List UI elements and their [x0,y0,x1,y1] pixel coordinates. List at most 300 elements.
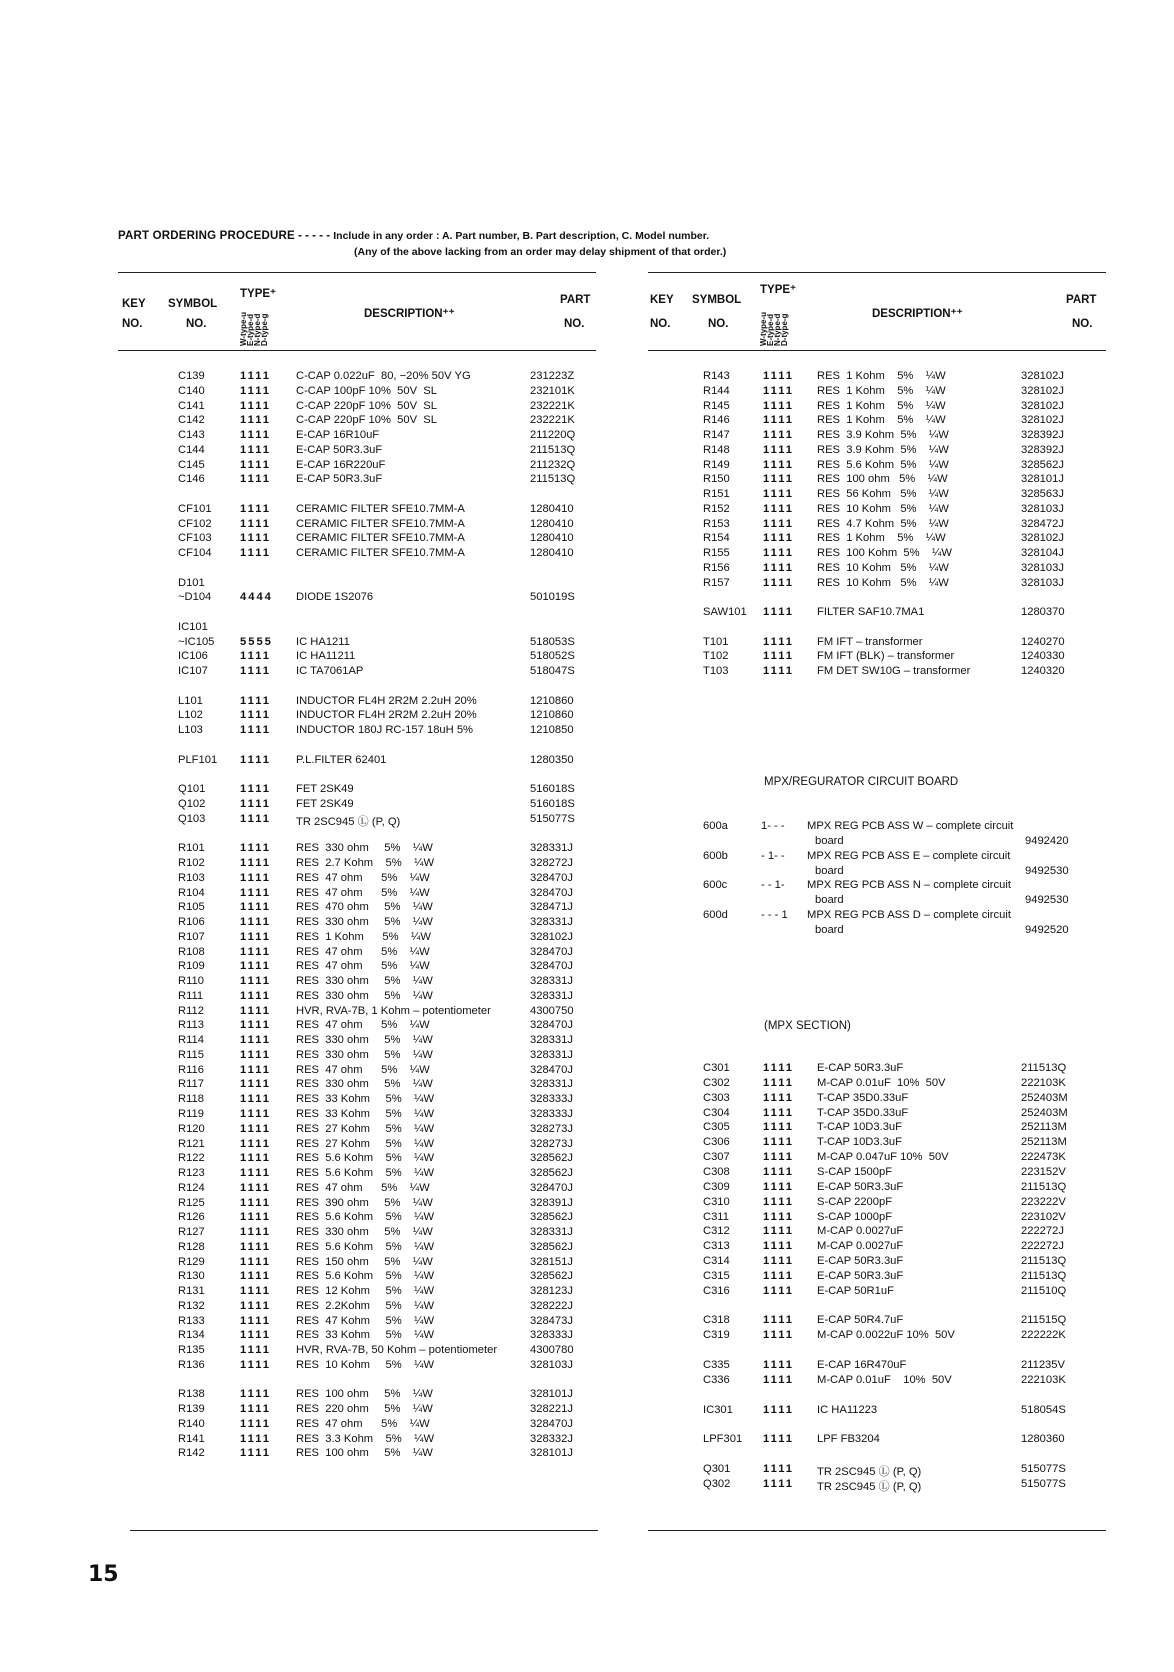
part-number-cell: 328123J [530,1285,573,1298]
description-cell: RES 1 Kohm 5% ¼W [817,384,946,397]
table-row [178,1344,598,1359]
description-cell: RES 47 ohm 5% ¼W [296,886,430,899]
symbol-cell: C309 [703,1180,730,1193]
table-row [703,488,1108,503]
part-number-cell: 211232Q [530,458,576,471]
symbol-cell: R142 [178,1447,205,1460]
symbol-cell: C303 [703,1091,730,1104]
description-cell: E-CAP 50R4.7uF [817,1314,904,1327]
type-cell: 1111 [763,1076,795,1089]
part-number-cell: 211513Q [530,473,576,486]
type-cell: 1111 [763,1195,795,1208]
description-cell: FM DET SW10G – transformer [817,665,971,678]
table-row [703,1404,1108,1419]
symbol-cell: C145 [178,458,205,471]
description-cell: RES 33 Kohm 5% ¼W [296,1093,435,1106]
part-number-cell: 4300750 [530,1004,574,1017]
description-cell: RES 27 Kohm 5% ¼W [296,1137,435,1150]
type-cell: 1111 [763,1359,795,1371]
type-sub-w: W-type-u [239,311,248,346]
table-row [178,960,598,975]
description-cell: RES 330 ohm 5% ¼W [296,1034,433,1047]
description-cell: RES 3.3 Kohm 5% ¼W [296,1432,435,1445]
part-number-cell: 328273J [530,1122,573,1135]
description-cell: E-CAP 50R3.3uF [817,1255,904,1268]
type-sub-e: E-type-d [246,314,255,346]
description-cell: RES 100 ohm 5% ¼W [817,473,948,486]
part-number-cell: 328104J [1021,547,1064,560]
description-cell: RES 220 ohm 5% ¼W [296,1403,433,1416]
description-cell: RES 10 Kohm 5% ¼W [817,502,949,515]
symbol-cell: C304 [703,1106,730,1119]
description-cell: T-CAP 10D3.3uF [817,1121,902,1134]
type-cell: 1111 [240,886,272,899]
description-cell: FILTER SAF10.7MA1 [817,606,925,619]
type-cell: 1- - - [761,820,785,832]
table-row [703,1121,1108,1136]
table-row [178,1064,598,1079]
symbol-cell: L103 [178,724,203,737]
table-row [703,1255,1108,1270]
symbol-cell: R103 [178,871,205,884]
right-symbol-no-label: NO. [708,318,729,330]
type-cell: 1111 [240,975,272,988]
type-cell: 1111 [240,1108,272,1120]
part-number-cell: 222222K [1021,1329,1066,1342]
description-cell: RES 330 ohm 5% ¼W [296,1226,433,1239]
type-cell: 1111 [763,443,795,456]
description-cell: C-CAP 100pF 10% 50V SL [296,384,437,397]
symbol-cell: IC106 [178,650,208,663]
symbol-cell: IC301 [703,1403,733,1416]
description-cell: RES 56 Kohm 5% ¼W [817,488,949,501]
right-description-label: DESCRIPTION⁺⁺ [872,308,963,320]
type-cell: - 1- - [761,849,785,862]
symbol-cell: Q101 [178,783,206,796]
table-row [703,909,1108,939]
type-cell: 1111 [240,1358,272,1371]
type-cell: 1111 [763,1477,795,1490]
part-number-cell: 9492420 [1025,835,1069,847]
type-cell: 1111 [240,1167,272,1180]
symbol-cell: R126 [178,1211,205,1224]
table-row [178,1138,598,1153]
table-row [178,444,598,459]
symbol-cell: C301 [703,1062,730,1074]
type-cell: 1111 [240,798,272,811]
type-cell: 1111 [240,1034,272,1047]
part-number-cell: 222473K [1021,1151,1066,1164]
part-number-cell: 328471J [530,901,573,914]
type-cell: 1111 [240,1255,272,1268]
part-number-cell: 222103K [1021,1076,1066,1089]
symbol-cell: IC101 [178,620,208,633]
part-number-cell: 223222V [1021,1195,1066,1208]
type-cell: 1111 [240,1226,272,1239]
type-cell: 1111 [763,1165,795,1178]
table-row [178,946,598,961]
symbol-cell: C336 [703,1373,730,1386]
description-cell: INDUCTOR FL4H 2R2M 2.2uH 20% [296,694,477,707]
table-row [703,1478,1108,1493]
type-cell: 1111 [240,429,272,442]
table-row [178,414,598,429]
table-row [178,754,598,769]
type-cell: 1111 [763,458,795,471]
right-key-label: KEY [650,294,674,306]
symbol-cell: R145 [703,399,730,412]
type-cell: 1111 [240,1211,272,1224]
symbol-cell: ~D104 [178,591,212,604]
type-cell: 1111 [763,1240,795,1253]
symbol-cell: R132 [178,1299,205,1312]
table-row [703,1374,1108,1389]
part-number-cell: 328331J [530,1048,573,1061]
part-number-cell: 1280410 [530,532,574,545]
symbol-cell: C144 [178,443,205,456]
type-cell: 1111 [240,1078,272,1091]
table-row [178,665,598,680]
symbol-cell: C141 [178,399,205,412]
left-part-no-label: NO. [564,318,585,330]
description-cell-continued: board [815,864,844,877]
symbol-cell: R154 [703,532,730,545]
type-cell: 1111 [240,1004,272,1017]
left-type-label: TYPE⁺ [240,288,277,300]
part-number-cell: 222103K [1021,1373,1066,1386]
table-row [178,1211,598,1226]
part-number-cell: 1280410 [530,502,574,515]
part-number-cell: 328103J [1021,561,1064,574]
ordering-note-1: Include in any order : A. Part number, B. Part description, C. Model number. [333,230,710,242]
description-cell: MPX REG PCB ASS W – complete circuit [807,820,1014,832]
type-cell: 1111 [763,517,795,530]
table-row [703,1077,1108,1092]
part-number-cell: 328391J [530,1196,573,1209]
table-row [703,1270,1108,1285]
description-cell: RES 3.9 Kohm 5% ¼W [817,443,949,456]
part-number-cell: 211513Q [530,443,576,456]
table-row [178,636,598,651]
symbol-cell: Q302 [703,1477,731,1490]
table-row [703,1314,1108,1329]
part-number-cell: 223102V [1021,1210,1066,1223]
type-cell: 1111 [240,650,272,663]
part-number-cell: 518053S [530,635,575,648]
symbol-cell: R136 [178,1358,205,1371]
table-row [178,1123,598,1138]
description-cell: LPF FB3204 [817,1433,880,1446]
right-part-label: PART [1066,294,1097,306]
part-number-cell: 1210860 [530,709,574,722]
part-number-cell: 328333J [530,1093,573,1106]
table-row [703,1107,1108,1122]
description-cell: RES 47 ohm 5% ¼W [296,871,430,884]
table-row [703,1433,1108,1448]
symbol-cell: R134 [178,1329,205,1342]
description-cell: FET 2SK49 [296,798,354,811]
table-row [178,459,598,474]
description-cell: RES 100 ohm 5% ¼W [296,1447,433,1460]
table-row [178,1403,598,1418]
part-number-cell: 1280410 [530,517,574,530]
table-row [703,1166,1108,1181]
type-cell: 1111 [763,473,795,486]
table-row [178,1078,598,1093]
description-cell: E-CAP 16R470uF [817,1359,907,1371]
description-cell: E-CAP 16R220uF [296,458,386,471]
symbol-cell: 600c [703,879,728,891]
table-row [178,1388,598,1403]
type-cell: 1111 [240,502,272,515]
symbol-cell: R123 [178,1167,205,1180]
part-number-cell: 1240270 [1021,635,1065,648]
symbol-cell: R129 [178,1255,205,1268]
part-number-cell: 1210850 [530,724,574,737]
table-row [178,783,598,798]
description-cell-continued: board [815,894,844,906]
symbol-cell: 600a [703,820,728,832]
symbol-cell: R114 [178,1034,204,1047]
description-cell: RES 1 Kohm 5% ¼W [817,532,946,545]
description-cell: E-CAP 50R3.3uF [296,443,383,456]
table-row [178,577,598,592]
description-cell: RES 1 Kohm 5% ¼W [817,370,946,382]
table-row [703,547,1108,562]
part-number-cell: 222272J [1021,1225,1064,1238]
description-cell: RES 330 ohm 5% ¼W [296,1048,433,1061]
type-cell: - - 1- [761,879,785,891]
part-number-cell: 328470J [530,886,573,899]
symbol-cell: C142 [178,414,205,427]
part-number-cell: 328102J [530,930,573,943]
type-cell: 1111 [240,930,272,943]
table-row [178,1270,598,1285]
type-cell: 1111 [763,650,795,663]
symbol-cell: C314 [703,1255,730,1268]
description-cell: RES 10 Kohm 5% ¼W [817,576,949,589]
type-cell: 1111 [763,635,795,648]
type-sub-n: N-type-d [773,313,782,346]
mpx-section-title: (MPX SECTION) [764,1020,851,1032]
type-cell: 1111 [240,1137,272,1150]
part-number-cell: 328470J [530,1019,573,1032]
left-key-label: KEY [122,298,146,310]
right-type-label: TYPE⁺ [760,284,797,296]
type-cell: 1111 [240,901,272,914]
symbol-cell: L101 [178,694,203,707]
symbol-cell: C306 [703,1136,730,1149]
table-row [178,591,598,606]
symbol-cell: CF101 [178,502,212,515]
part-number-cell: 328331J [530,989,573,1002]
type-cell: 1111 [240,1196,272,1209]
table-row [178,1197,598,1212]
table-row [178,1152,598,1167]
symbol-cell: Q102 [178,798,206,811]
part-number-cell: 328331J [530,1226,573,1239]
type-cell: 1111 [240,753,272,766]
description-cell: IC HA11223 [817,1403,878,1416]
symbol-cell: T103 [703,665,729,678]
table-row [703,562,1108,577]
table-row [178,650,598,665]
description-cell: RES 12 Kohm 5% ¼W [296,1285,435,1298]
type-cell: 1111 [240,473,272,486]
part-number-cell: 328470J [530,960,573,973]
table-row [178,621,598,636]
description-cell: MPX REG PCB ASS D – complete circuit [807,908,1011,921]
type-cell: 1111 [763,1284,795,1297]
part-number-cell: 9492530 [1025,894,1069,906]
symbol-cell: PLF101 [178,753,218,766]
type-cell: 1111 [763,532,795,545]
type-cell: 1111 [240,458,272,471]
type-cell: 1111 [240,1432,272,1445]
description-cell: FET 2SK49 [296,783,354,796]
part-number-cell: 231223Z [530,370,575,382]
description-cell: E-CAP 50R1uF [817,1284,894,1297]
type-cell: 1111 [763,1433,795,1446]
table-row [703,503,1108,518]
description-cell: CERAMIC FILTER SFE10.7MM-A [296,547,465,560]
part-number-cell: 9492520 [1025,923,1069,936]
ordering-dashes: - - - - - [298,230,331,242]
symbol-cell: R120 [178,1122,205,1135]
part-number-cell: 252113M [1021,1121,1067,1134]
type-cell: 1111 [240,370,272,382]
left-header-bottom-rule [118,350,596,351]
ordering-procedure-header [118,230,818,258]
part-number-cell: 328562J [530,1270,573,1283]
part-number-cell: 211235V [1021,1359,1065,1371]
part-number-cell: 252403M [1021,1091,1068,1104]
table-row [178,1226,598,1241]
symbol-cell: R118 [178,1093,204,1106]
type-cell: 1111 [763,1373,795,1386]
type-cell: 1111 [763,547,795,560]
type-sub-d: D-type-g [780,313,789,346]
symbol-cell: C315 [703,1269,730,1282]
description-cell: MPX REG PCB ASS E – complete circuit [807,849,1011,862]
table-row [703,414,1108,429]
type-cell: 1111 [240,1122,272,1135]
symbol-cell: C310 [703,1195,730,1208]
symbol-cell: R140 [178,1417,205,1430]
table-row [703,429,1108,444]
symbol-cell: C146 [178,473,205,486]
symbol-cell: R109 [178,960,205,973]
part-number-cell: 328222J [530,1299,573,1312]
description-cell: M-CAP 0.047uF 10% 50V [817,1151,949,1164]
part-number-cell: 328102J [1021,399,1064,412]
part-number-cell: 328562J [530,1152,573,1165]
symbol-cell: R138 [178,1388,205,1401]
symbol-cell: R125 [178,1196,205,1209]
description-cell: RES 5.6 Kohm 5% ¼W [296,1167,435,1180]
part-number-cell: 501019S [530,591,575,604]
type-sub-n: N-type-d [253,313,262,346]
symbol-cell: R155 [703,547,730,560]
table-row [703,1359,1108,1374]
table-row [703,1151,1108,1166]
symbol-cell: R157 [703,576,730,589]
symbol-cell: SAW101 [703,606,747,619]
description-cell: RES 1 Kohm 5% ¼W [817,399,946,412]
part-number-cell: 328102J [1021,414,1064,427]
part-number-cell: 328562J [530,1211,573,1224]
part-number-cell: 515077S [1021,1477,1066,1490]
type-cell: 1111 [240,532,272,545]
symbol-cell: R146 [703,414,730,427]
part-number-cell: 328102J [1021,370,1064,382]
part-number-cell: 1240320 [1021,665,1065,678]
right-part-no-label: NO. [1072,318,1093,330]
table-row [703,1211,1108,1226]
table-row [178,1005,598,1020]
part-number-cell: 232221K [530,399,575,412]
table-row [178,709,598,724]
symbol-cell: R131 [178,1285,205,1298]
part-number-cell: 232221K [530,414,575,427]
table-row [703,370,1108,385]
part-number-cell: 1280350 [530,753,574,766]
symbol-cell: R124 [178,1181,205,1194]
symbol-cell: R148 [703,443,730,456]
symbol-cell: R111 [178,989,204,1002]
right-type-subheaders [760,298,788,346]
symbol-cell: R147 [703,429,730,442]
type-cell: 1111 [240,1063,272,1076]
right-header-top-rule [648,272,1106,273]
symbol-cell: T102 [703,650,729,663]
description-cell: IC HA11211 [296,650,356,663]
part-number-cell: 328470J [530,871,573,884]
type-cell: 1111 [240,842,272,855]
symbol-cell: R106 [178,916,205,929]
left-column-header [118,272,596,356]
part-number-cell: 515077S [530,812,575,825]
description-cell: RES 47 ohm 5% ¼W [296,1063,430,1076]
description-cell: RES 330 ohm 5% ¼W [296,916,433,929]
table-row [703,1240,1108,1255]
type-cell: 1111 [240,812,272,825]
description-cell: RES 4.7 Kohm 5% ¼W [817,517,949,530]
part-number-cell: 328563J [1021,488,1064,501]
part-number-cell: 328332J [530,1432,573,1445]
type-cell: 1111 [763,1121,795,1134]
description-cell: E-CAP 16R10uF [296,429,380,442]
right-symbol-label: SYMBOL [692,294,742,306]
symbol-cell: 600b [703,849,728,862]
symbol-cell: CF104 [178,547,212,560]
type-sub-d: D-type-g [260,313,269,346]
symbol-cell: R108 [178,945,205,958]
part-number-cell: 328221J [530,1403,573,1416]
description-cell: M-CAP 0.0027uF [817,1225,904,1238]
symbol-cell: R151 [703,488,730,501]
description-cell: TR 2SC945 Ⓛ (P, Q) [817,1465,922,1478]
symbol-cell: R127 [178,1226,205,1239]
table-row [703,879,1108,909]
table-row [178,1329,598,1344]
part-number-cell: 328101J [530,1388,573,1401]
description-cell: RES 33 Kohm 5% ¼W [296,1329,435,1342]
symbol-cell: C316 [703,1284,730,1297]
description-cell: C-CAP 220pF 10% 50V SL [296,414,437,427]
part-number-cell: 211513Q [1021,1269,1067,1282]
symbol-cell: IC107 [178,665,208,678]
